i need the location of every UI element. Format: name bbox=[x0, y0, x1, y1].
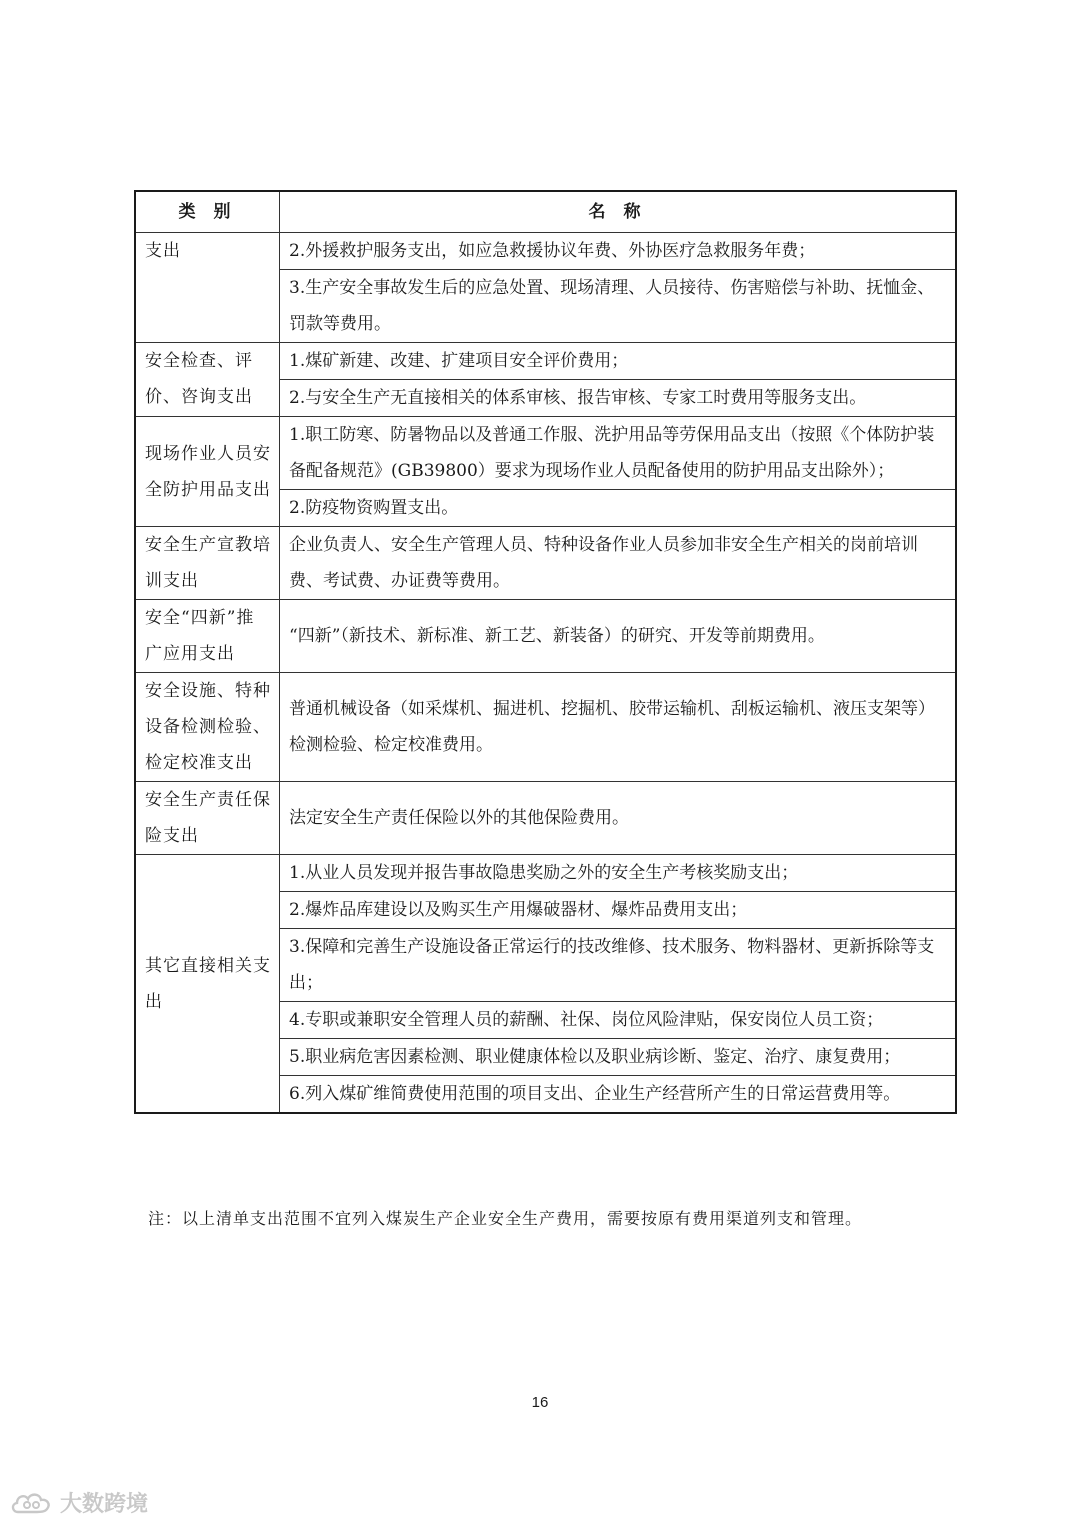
table-row bbox=[135, 782, 956, 855]
item-cell: 2.与安全生产无直接相关的体系审核、报告审核、专家工时费用等服务支出。 bbox=[280, 380, 957, 417]
item-cell: “四新”（新技术、新标准、新工艺、新装备）的研究、开发等前期费用。 bbox=[280, 600, 957, 673]
item-cell: 2.外援救护服务支出，如应急救援协议年费、外协医疗急救服务年费； bbox=[280, 233, 957, 270]
header-name: 名 称 bbox=[280, 191, 957, 233]
category-cell: 现场作业人员安全防护用品支出 bbox=[135, 417, 280, 527]
cloud-logo-icon bbox=[10, 1490, 54, 1516]
item-cell: 2.防疫物资购置支出。 bbox=[280, 490, 957, 527]
category-cell: 安全生产责任保险支出 bbox=[135, 782, 280, 855]
item-cell: 2.爆炸品库建设以及购买生产用爆破器材、爆炸品费用支出； bbox=[280, 892, 957, 929]
item-cell: 6.列入煤矿维简费使用范围的项目支出、企业生产经营所产生的日常运营费用等。 bbox=[280, 1076, 957, 1114]
category-cell: 安全生产宣教培训支出 bbox=[135, 527, 280, 600]
category-cell: 其它直接相关支出 bbox=[135, 855, 280, 1114]
item-cell: 3.生产安全事故发生后的应急处置、现场清理、人员接待、伤害赔偿与补助、抚恤金、罚款等费用。 bbox=[280, 270, 957, 343]
table-row bbox=[135, 233, 956, 270]
item-cell: 1.职工防寒、防暑物品以及普通工作服、洗护用品等劳保用品支出（按照《个体防护装备配备规范》(GB39800）要求为现场作业人员配备使用的防护用品支出除外）； bbox=[280, 417, 957, 490]
item-cell: 1.从业人员发现并报告事故隐患奖励之外的安全生产考核奖励支出； bbox=[280, 855, 957, 892]
category-cell: 支出 bbox=[135, 233, 280, 343]
item-cell: 3.保障和完善生产设施设备正常运行的技改维修、技术服务、物料器材、更新拆除等支出； bbox=[280, 929, 957, 1002]
item-cell: 1.煤矿新建、改建、扩建项目安全评价费用； bbox=[280, 343, 957, 380]
table-row bbox=[135, 855, 956, 892]
page-number: 16 bbox=[531, 1394, 549, 1411]
item-cell: 企业负责人、安全生产管理人员、特种设备作业人员参加非安全生产相关的岗前培训费、考试费、办证费等费用。 bbox=[280, 527, 957, 600]
item-cell: 4.专职或兼职安全管理人员的薪酬、社保、岗位风险津贴，保安岗位人员工资； bbox=[280, 1002, 957, 1039]
category-cell: 安全检查、评价、咨询支出 bbox=[135, 343, 280, 417]
table-row bbox=[135, 527, 956, 600]
watermark bbox=[10, 1487, 148, 1518]
table-row bbox=[135, 673, 956, 782]
header-category: 类 别 bbox=[135, 191, 280, 233]
table-row bbox=[135, 343, 956, 380]
item-cell: 5.职业病危害因素检测、职业健康体检以及职业病诊断、鉴定、治疗、康复费用； bbox=[280, 1039, 957, 1076]
table-row bbox=[135, 600, 956, 673]
table-row bbox=[135, 417, 956, 490]
item-cell: 法定安全生产责任保险以外的其他保险费用。 bbox=[280, 782, 957, 855]
category-cell: 安全设施、特种设备检测检验、检定校准支出 bbox=[135, 673, 280, 782]
table-header-row bbox=[135, 191, 956, 233]
category-cell: 安全“四新”推广应用支出 bbox=[135, 600, 280, 673]
table-footnote: 注：以上清单支出范围不宜列入煤炭生产企业安全生产费用，需要按原有费用渠道列支和管理。 bbox=[148, 1209, 863, 1228]
item-cell: 普通机械设备（如采煤机、掘进机、挖掘机、胶带运输机、刮板运输机、液压支架等）检测检验、检定校准费用。 bbox=[280, 673, 957, 782]
expense-table bbox=[134, 190, 957, 1114]
watermark-text: 大数跨境 bbox=[60, 1492, 149, 1517]
